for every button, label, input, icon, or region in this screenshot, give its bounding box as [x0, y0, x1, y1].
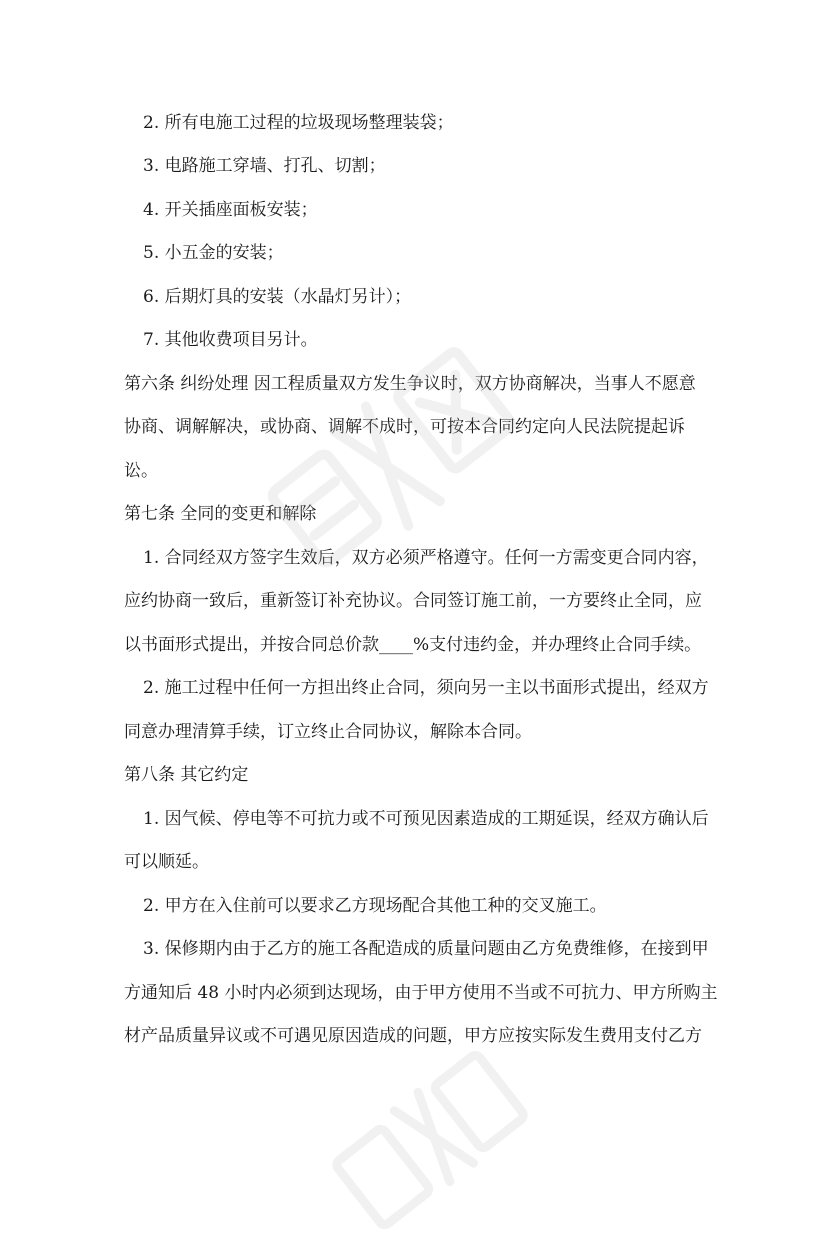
- article-6-paragraph-line-3: 讼。: [124, 461, 158, 481]
- article-6-paragraph-line-1: 第六条 纠纷处理 因工程质量双方发生争议时，双方协商解决，当事人不愿意: [124, 374, 696, 394]
- article-8-item-2: 2. 甲方在入住前可以要求乙方现场配合其他工种的交叉施工。: [143, 896, 607, 916]
- clause-item-7-other-fees: 7. 其他收费项目另计。: [143, 330, 318, 350]
- clause-item-2-waste: 2. 所有电施工过程的垃圾现场整理装袋；: [143, 113, 454, 133]
- clause-item-5-hardware: 5. 小五金的安装；: [143, 243, 284, 263]
- article-8-item-1-line-1: 1. 因气候、停电等不可抗力或不可预见因素造成的工期延误，经双方确认后: [143, 809, 709, 829]
- article-8-item-3-line-2: 方通知后 48 小时内必须到达现场，由于甲方使用不当或不可抗力、甲方所购主: [124, 983, 718, 1003]
- clause-item-3-drilling: 3. 电路施工穿墙、打孔、切割；: [143, 156, 386, 176]
- article-7-item-2-line-2: 同意办理清算手续，订立终止合同协议，解除本合同。: [124, 722, 532, 742]
- watermark-mark-bottom: [314, 1031, 545, 1249]
- article-6-paragraph-line-2: 协商、调解解决，或协商、调解不成时，可按本合同约定向人民法院提起诉: [124, 417, 685, 437]
- article-7-item-2-line-1: 2. 施工过程中任何一方担出终止合同，须向另一主以书面形式提出，经双方: [143, 678, 709, 698]
- article-7-heading: 第七条 全同的变更和解除: [124, 504, 317, 524]
- clause-item-6-lighting: 6. 后期灯具的安装（水晶灯另计）；: [143, 287, 412, 307]
- article-7-item-1-line-3: 以书面形式提出，并按合同总价款____%支付违约金，并办理终止合同手续。: [124, 635, 702, 655]
- article-7-item-1-line-2: 应约协商一致后，重新签订补充协议。合同签订施工前，一方要终止全同，应: [124, 591, 702, 611]
- article-8-item-3-line-1: 3. 保修期内由于乙方的施工各配造成的质量问题由乙方免费维修，在接到甲: [143, 939, 709, 959]
- article-8-heading: 第八条 其它约定: [124, 765, 249, 785]
- article-8-item-1-line-2: 可以顺延。: [124, 852, 209, 872]
- article-8-item-3-line-3: 材产品质量异议或不可遇见原因造成的问题，甲方应按实际发生费用支付乙方: [124, 1026, 702, 1046]
- article-7-item-1-line-1: 1. 合同经双方签字生效后，双方必须严格遵守。任何一方需变更合同内容，: [143, 548, 709, 568]
- clause-item-4-switch-panels: 4. 开关插座面板安装；: [143, 200, 318, 220]
